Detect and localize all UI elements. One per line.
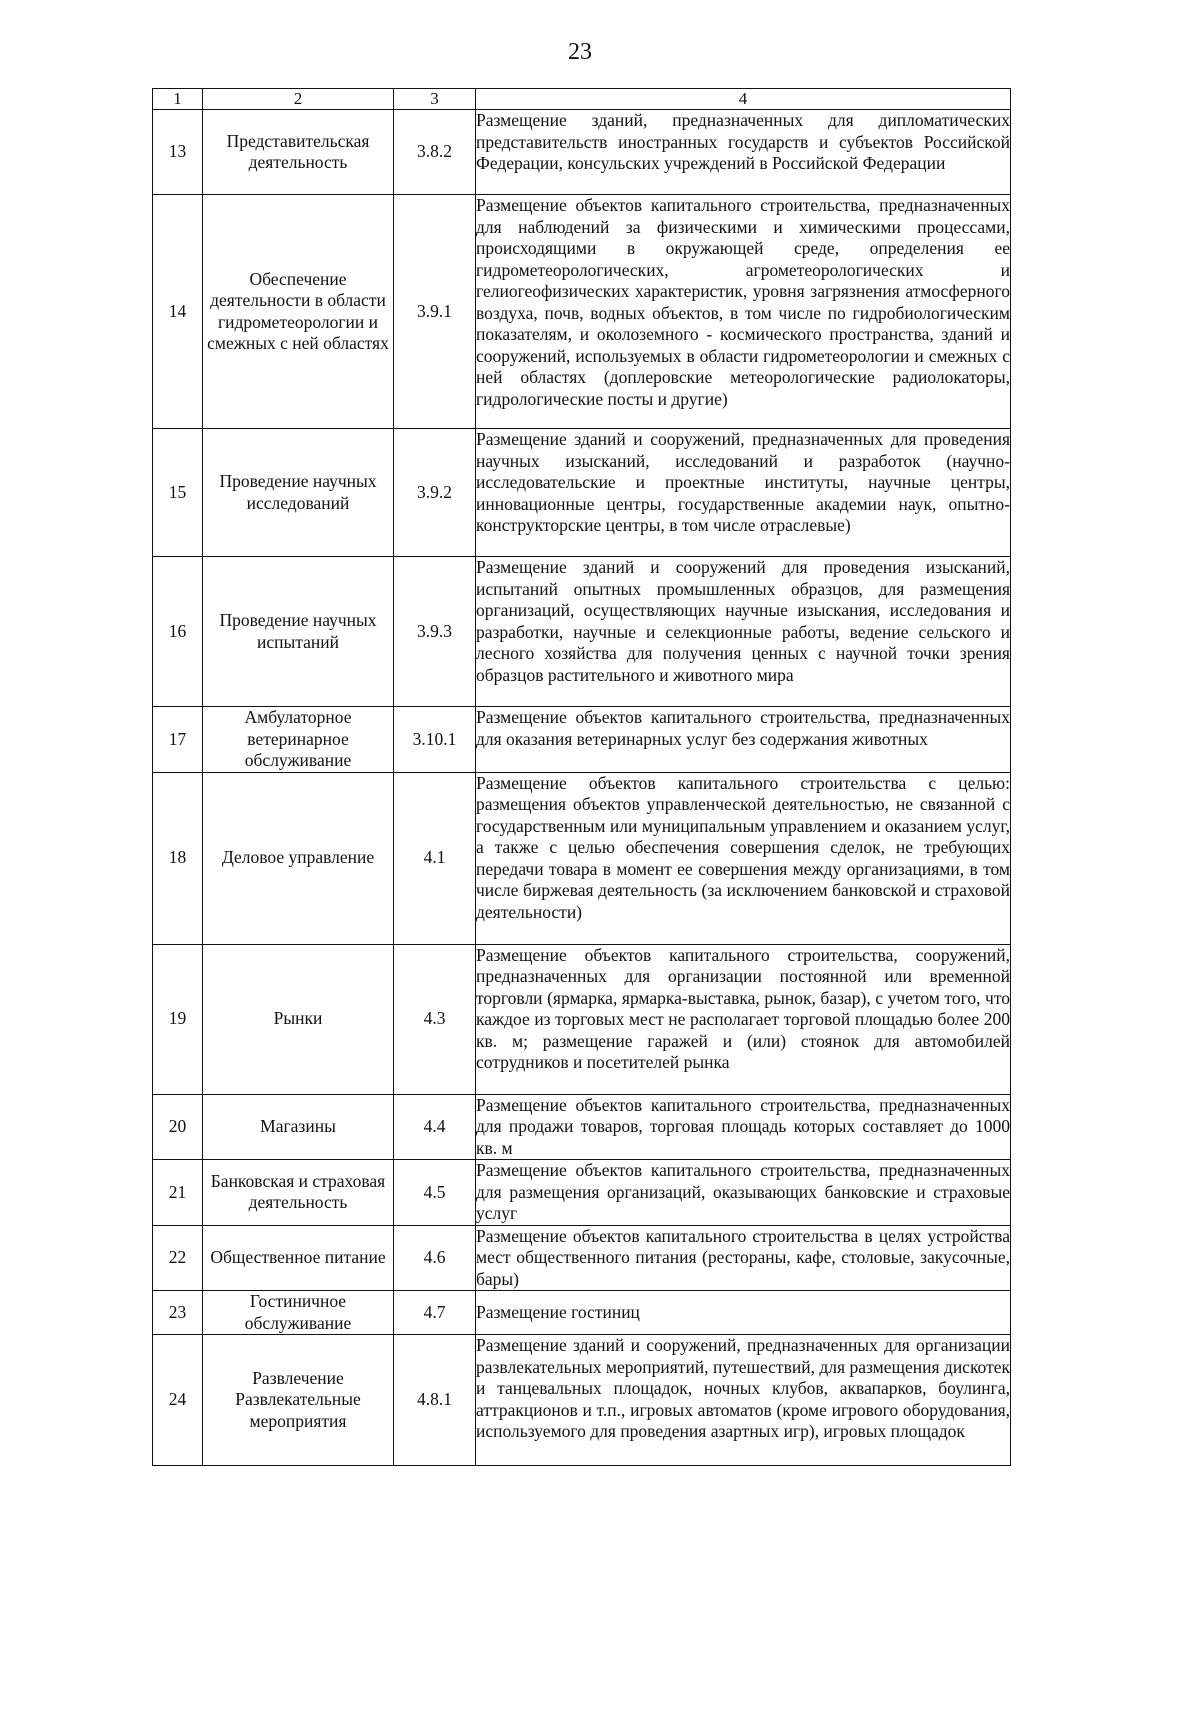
page-number: 23 (568, 39, 592, 65)
use-type-code: 4.7 (394, 1291, 476, 1335)
use-type-description: Размещение объектов капитального строительства, предназначенных для размещения организаций, оказывающих банковские и страховые услуг (476, 1160, 1010, 1223)
row-number: 22 (153, 1225, 203, 1291)
row-number: 19 (153, 944, 203, 1094)
use-type-name: Общественное питание (203, 1225, 394, 1291)
column-header-number: 1 (153, 89, 203, 110)
row-number: 13 (153, 110, 203, 195)
use-type-name: Банковская и страховая деятельность (203, 1160, 394, 1226)
row-number: 15 (153, 429, 203, 557)
table-row (153, 1094, 1011, 1160)
use-type-code: 3.8.2 (394, 110, 476, 195)
table-row (153, 1160, 1011, 1226)
use-type-description: Размещение объектов капитального строительства в целях устройства мест общественного питания (рестораны, кафе, столовые, закусочные, бары) (476, 1225, 1010, 1289)
use-type-code: 4.3 (394, 944, 476, 1094)
use-type-code: 4.5 (394, 1160, 476, 1226)
use-type-name: Амбулаторное ветеринарное обслуживание (203, 707, 394, 773)
table-row (153, 944, 1011, 1094)
use-type-code: 3.10.1 (394, 707, 476, 773)
row-number: 14 (153, 195, 203, 429)
row-number: 18 (153, 772, 203, 944)
table-row (153, 772, 1011, 944)
table-row (153, 707, 1011, 773)
use-type-name: Проведение научных испытаний (203, 557, 394, 707)
use-type-description: Размещение объектов капитального строительства, предназначенных для наблюдений за физическими и химическими процессами, происходящими в окружающей среде, определения ее гидрометеорологических, агрометеорологических и гелиогеофизических характеристик, уровня загрязнения атмосферного воздуха, почв, водных объектов, в том числе по гидробиологическим показателям, и околоземного - космического пространства, зданий и сооружений, используемых в области гидрометеорологии и смежных с ней областях (доплеровские метеорологические радиолокаторы, гидрологические посты и другие) (476, 195, 1011, 429)
use-type-code: 3.9.1 (394, 195, 476, 429)
use-type-description: Размещение объектов капитального строительства, предназначенных для оказания ветеринарных услуг без содержания животных (476, 707, 1011, 773)
use-type-code: 4.1 (394, 772, 476, 944)
table-row (153, 195, 1011, 429)
use-type-name: Развлечение Развлекательные мероприятия (203, 1335, 394, 1466)
use-type-description: Размещение зданий и сооружений, предназначенных для организации развлекательных мероприятий, путешествий, для размещения дискотек и танцевальных площадок, ночных клубов, аквапарков, боулинга, аттракционов и т.п., игровых автоматов (кроме игрового оборудования, используемого для проведения азартных игр), игровых площадок (476, 1335, 1011, 1466)
use-type-description: Размещение зданий и сооружений для проведения изысканий, испытаний опытных промышленных образцов, для размещения организаций, осуществляющих научные изыскания, исследования и разработки, научные и селекционные работы, ведение сельского и лесного хозяйства для получения ценных с научной точки зрения образцов растительного и животного мира (476, 557, 1011, 707)
land-use-table (152, 88, 1011, 1466)
column-header-description: 4 (476, 89, 1011, 110)
row-number: 17 (153, 707, 203, 773)
use-type-description: Размещение зданий, предназначенных для дипломатических представительств иностранных государств и субъектов Российской Федерации, консульских учреждений в Российской Федерации (476, 110, 1011, 195)
use-type-description: Размещение объектов капитального строительства, сооружений, предназначенных для организации постоянной или временной торговли (ярмарка, ярмарка-выставка, рынок, базар), с учетом того, что каждое из торговых мест не располагает торговой площадью более 200 кв. м; размещение гаражей и (или) стоянок для автомобилей сотрудников и посетителей рынка (476, 944, 1011, 1094)
row-number: 16 (153, 557, 203, 707)
use-type-name: Магазины (203, 1094, 394, 1160)
row-number: 23 (153, 1291, 203, 1335)
table-row (153, 557, 1011, 707)
use-type-description: Размещение гостиниц (476, 1291, 1011, 1335)
row-number: 20 (153, 1094, 203, 1160)
table-row (153, 429, 1011, 557)
use-type-description: Размещение зданий и сооружений, предназначенных для проведения научных изысканий, исследований и разработок (научно-исследовательские и проектные институты, научные центры, инновационные центры, государственные академии наук, опытно-конструкторские центры, в том числе отраслевые) (476, 429, 1011, 557)
use-type-name: Гостиничное обслуживание (203, 1291, 394, 1335)
use-type-code: 4.4 (394, 1094, 476, 1160)
use-type-name: Рынки (203, 944, 394, 1094)
use-type-name: Представительская деятельность (203, 110, 394, 195)
column-header-name: 2 (203, 89, 394, 110)
use-type-description: Размещение объектов капитального строительства, предназначенных для продажи товаров, торговая площадь которых составляет до 1000 кв. м (476, 1094, 1010, 1158)
table-row (153, 1291, 1011, 1335)
use-type-name: Обеспечение деятельности в области гидрометеорологии и смежных с ней областях (203, 195, 394, 429)
use-type-name: Деловое управление (203, 772, 394, 944)
use-type-description: Размещение объектов капитального строительства с целью: размещения объектов управленческой деятельностью, не связанной с государственным или муниципальным управлением и оказанием услуг, а также с целью обеспечения совершения сделок, не требующих передачи товара в момент ее совершения между организациями, в том числе биржевая деятельность (за исключением банковской и страховой деятельности) (476, 772, 1011, 944)
row-number: 24 (153, 1335, 203, 1466)
table-row (153, 110, 1011, 195)
use-type-name: Проведение научных исследований (203, 429, 394, 557)
table-row (153, 1335, 1011, 1466)
use-type-code: 3.9.2 (394, 429, 476, 557)
table-row (153, 1225, 1011, 1291)
column-header-code: 3 (394, 89, 476, 110)
row-number: 21 (153, 1160, 203, 1226)
use-type-code: 4.6 (394, 1225, 476, 1291)
use-type-code: 3.9.3 (394, 557, 476, 707)
table-header-row (153, 89, 1011, 110)
use-type-code: 4.8.1 (394, 1335, 476, 1466)
